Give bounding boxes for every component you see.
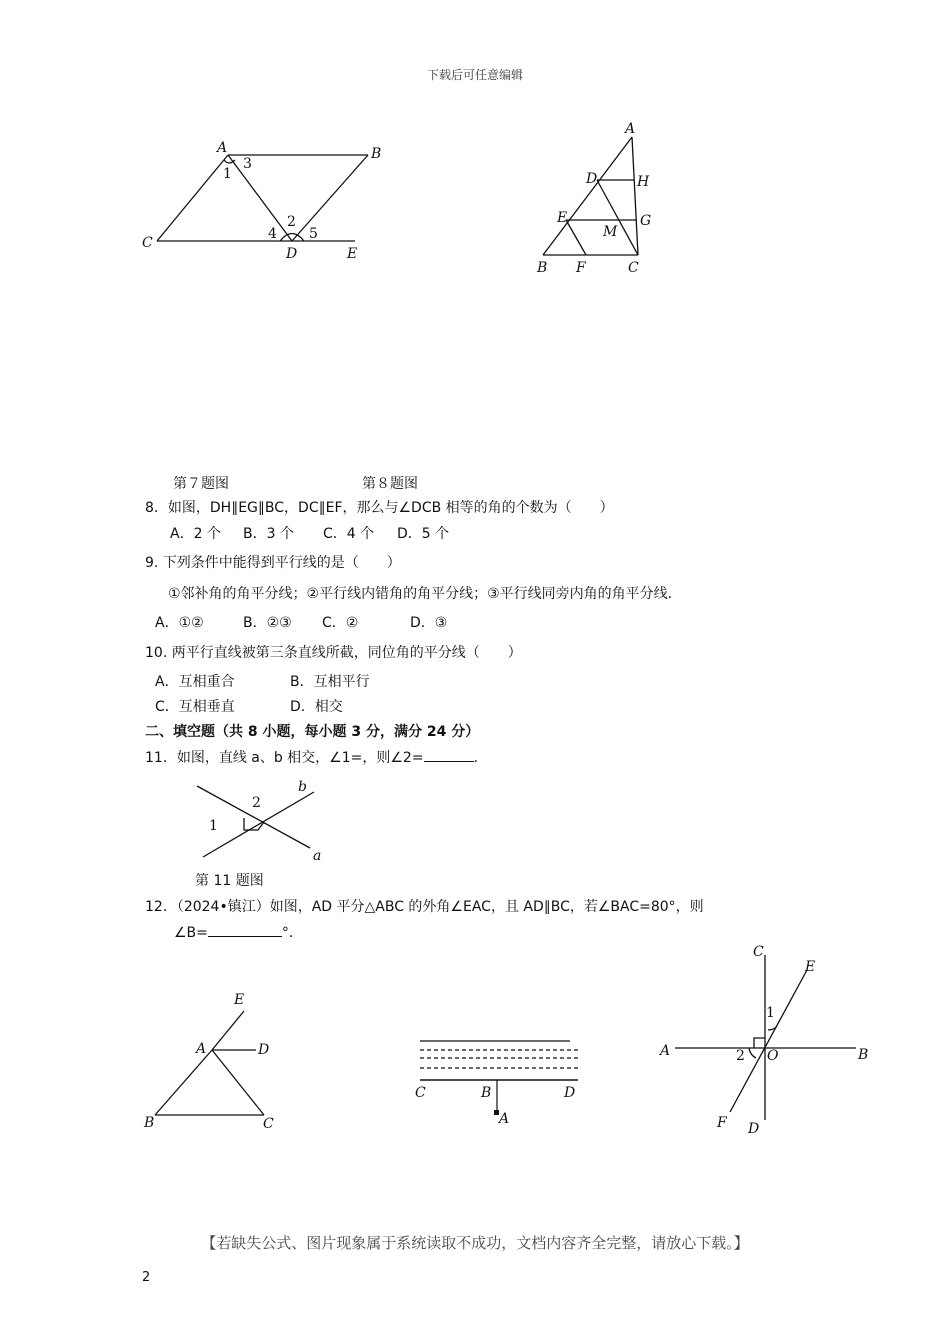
fig7-label-B: B — [371, 146, 382, 162]
figright-label-B: B — [858, 1047, 869, 1063]
q8-option-d: D．5 个 — [397, 526, 450, 542]
figright-label-2: 2 — [736, 1048, 745, 1064]
q12-text-after: °． — [281, 925, 303, 941]
question-10-stem: 10. 两平行直线被第三条直线所截，同位角的平分线（ ） — [145, 645, 522, 661]
download-notice: 【若缺失公式、图片现象属于系统读取不成功，文档内容齐全完整，请放心下载。】 — [201, 1234, 749, 1252]
fig8-label-F: F — [576, 260, 586, 276]
figright-label-F: F — [717, 1115, 727, 1131]
fig12-label-A: A — [196, 1041, 207, 1057]
fig11-label-1: 1 — [209, 818, 218, 834]
section-2-heading: 二、填空题（共 8 小题，每小题 3 分，满分 24 分） — [145, 724, 480, 740]
fig12-label-D: D — [258, 1042, 270, 1058]
figmid-label-D: D — [564, 1085, 576, 1101]
q10-option-a: A．互相重合 — [155, 674, 235, 690]
fig11-label-a: a — [313, 848, 322, 864]
q12-text-before: ∠B= — [174, 925, 208, 941]
fig8-label-M: M — [603, 224, 618, 240]
fig8-label-E: E — [557, 210, 568, 226]
figmid-label-B: B — [481, 1085, 492, 1101]
fig8-label-A: A — [625, 121, 636, 137]
fig7-label-2: 2 — [287, 214, 296, 230]
figright-label-1: 1 — [766, 1005, 775, 1021]
fig8-label-C: C — [628, 260, 639, 276]
q9-option-c: C．② — [322, 615, 359, 631]
fig12-label-E: E — [234, 992, 245, 1008]
fig7-label-E: E — [347, 246, 358, 262]
fig7-label-4: 4 — [268, 226, 277, 242]
caption-figure-7: 第７题图 — [173, 476, 229, 492]
fig7-label-1: 1 — [223, 166, 232, 182]
figright-label-E: E — [805, 959, 816, 975]
question-9-conditions: ①邻补角的角平分线；②平行线内错角的角平分线；③平行线同旁内角的角平分线. — [168, 586, 673, 602]
q9-option-d: D．③ — [410, 615, 448, 631]
question-9-stem: 9. 下列条件中能得到平行线的是（ ） — [145, 555, 401, 571]
figright-label-O: O — [767, 1048, 779, 1064]
q8-option-b: B．3 个 — [243, 526, 294, 542]
question-8-stem: 8．如图，DH∥EG∥BC，DC∥EF，那么与∠DCB 相等的角的个数为（ ） — [145, 500, 614, 516]
fig7-label-5: 5 — [309, 226, 318, 242]
fig7-label-D: D — [286, 246, 298, 262]
fig8-label-D: D — [586, 171, 598, 187]
fig7-label-A: A — [217, 140, 228, 156]
figright-label-D: D — [748, 1121, 760, 1137]
q8-option-c: C．4 个 — [323, 526, 375, 542]
page-header: 下载后可任意编辑 — [426, 68, 523, 82]
fig11-label-b: b — [298, 779, 307, 795]
q11-stem-end: . — [473, 750, 479, 766]
q11-stem-text: 11．如图，直线 a、b 相交，∠1=，则∠2= — [145, 750, 424, 766]
question-12-line-1: 12．（2024•镇江）如图，AD 平分△ABC 的外角∠EAC，且 AD∥BC，若∠BAC=80°，则 — [145, 899, 704, 915]
caption-figure-8: 第８题图 — [362, 476, 418, 492]
fig8-label-B: B — [537, 260, 548, 276]
q10-option-d: D．相交 — [290, 699, 343, 715]
figright-label-C: C — [753, 944, 764, 960]
caption-figure-11: 第 11 题图 — [195, 873, 264, 889]
q10-option-c: C．互相垂直 — [155, 699, 235, 715]
q9-option-b: B．②③ — [243, 615, 292, 631]
q10-option-b: B．互相平行 — [290, 674, 370, 690]
q9-option-a: A．①② — [155, 615, 204, 631]
figmid-label-C: C — [415, 1085, 426, 1101]
figmid-label-A: A — [499, 1111, 510, 1127]
fig12-label-C: C — [263, 1116, 274, 1132]
fig7-label-3: 3 — [243, 156, 252, 172]
figright-label-A: A — [660, 1043, 671, 1059]
fig8-label-H: H — [637, 174, 650, 190]
q8-option-a: A．2 个 — [170, 526, 221, 542]
fig8-label-G: G — [640, 213, 652, 229]
fig12-label-B: B — [144, 1115, 155, 1131]
page-number: 2 — [142, 1270, 151, 1285]
fig7-label-C: C — [142, 235, 153, 251]
fig11-label-2: 2 — [252, 795, 261, 811]
